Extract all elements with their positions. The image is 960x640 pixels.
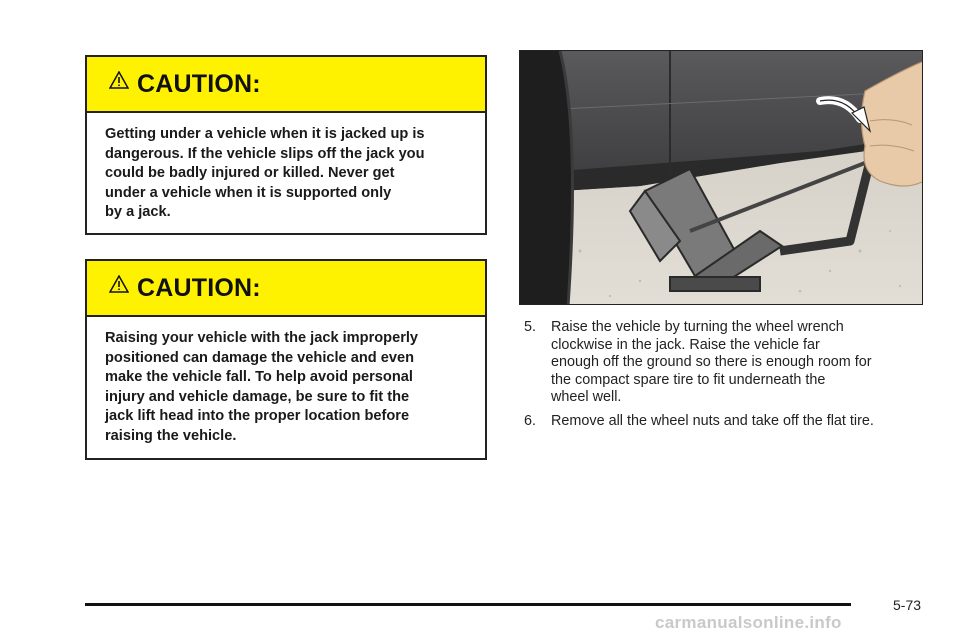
caution-line: by a jack.	[105, 204, 171, 221]
caution-title: CAUTION:	[137, 69, 261, 98]
step-line: the compact spare tire to fit underneath the	[551, 371, 826, 388]
footer-rule	[85, 603, 851, 606]
step-line: Remove all the wheel nuts and take off the flat tire.	[551, 412, 874, 429]
caution-line: make the vehicle fall. To help avoid personal	[105, 369, 413, 386]
caution-box-jacked-vehicle	[85, 55, 487, 235]
caution-line: positioned can damage the vehicle and even	[105, 349, 414, 366]
caution-line: Raising your vehicle with the jack improperly	[105, 330, 419, 346]
step-text	[551, 413, 874, 431]
step-text	[551, 319, 872, 407]
step-6	[524, 413, 944, 431]
caution-line: jack lift head into the proper location before	[105, 408, 410, 425]
step-line: enough off the ground so there is enough room for	[551, 354, 872, 371]
step-line: clockwise in the jack. Raise the vehicle far	[551, 336, 820, 353]
watermark: carmanualsonline.info	[655, 613, 842, 632]
caution-line: could be badly injured or killed. Never get	[105, 165, 395, 182]
step-number: 6.	[524, 412, 537, 429]
caution-line: injury and vehicle damage, be sure to fit the	[105, 388, 410, 405]
warning-triangle-icon	[109, 283, 129, 293]
step-5	[524, 319, 944, 407]
caution-header	[87, 57, 485, 113]
caution-line: dangerous. If the vehicle slips off the jack you	[105, 145, 425, 162]
caution-text	[87, 317, 485, 463]
caution-title: CAUTION:	[137, 273, 261, 302]
jack-wrench-photo	[519, 50, 923, 305]
caution-line: under a vehicle when it is supported only	[105, 184, 392, 201]
caution-line: Getting under a vehicle when it is jacked up is	[105, 126, 425, 142]
step-number: 5.	[524, 319, 537, 335]
instruction-steps	[524, 319, 944, 437]
caution-box-jack-position	[85, 259, 487, 460]
caution-header	[87, 261, 485, 317]
page-number: 5-73	[893, 597, 922, 613]
step-line: Raise the vehicle by turning the wheel wrench	[551, 319, 844, 335]
warning-triangle-icon	[109, 79, 129, 89]
caution-line: raising the vehicle.	[105, 427, 237, 444]
step-line: wheel well.	[551, 389, 622, 406]
caution-text	[87, 113, 485, 239]
